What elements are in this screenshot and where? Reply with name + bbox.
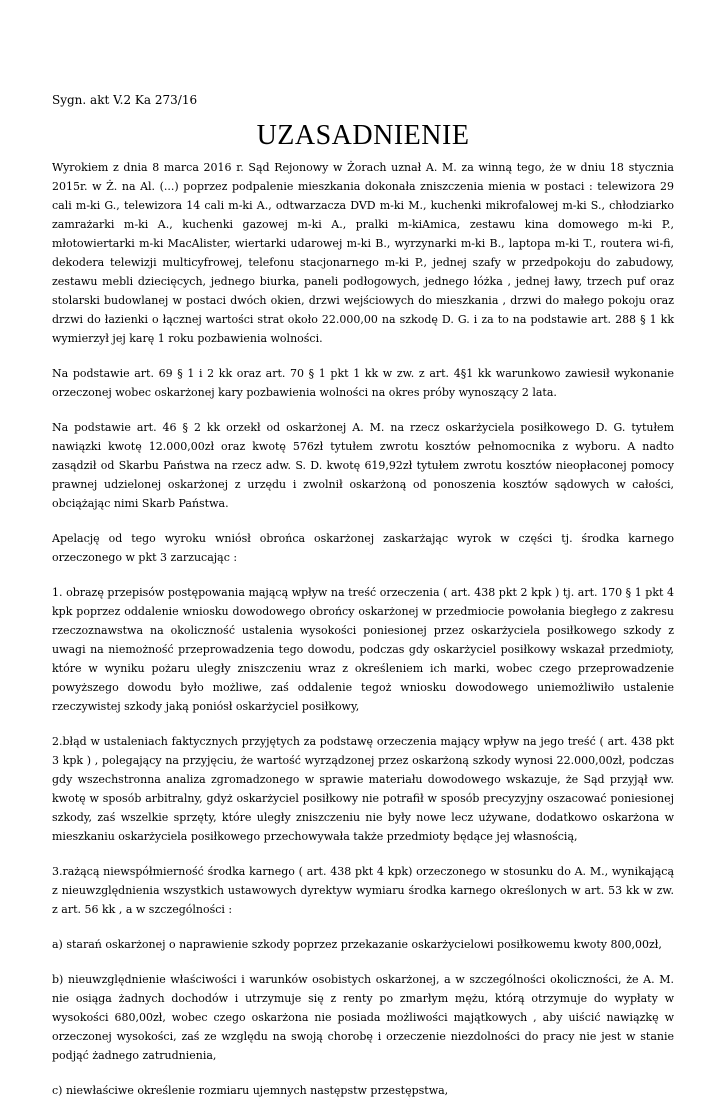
document-page	[52, 92, 674, 1116]
paragraph-suspension: Na podstawie art. 69 § 1 i 2 kk oraz art. 70 § 1 pkt 1 kk w zw. z art. 4§1 kk warunkowo zawiesił wykonanie orzeczonej wobec oskarżonej kary pozbawienia wolności na okres próby wynoszący 2 lata.	[52, 367, 674, 399]
case-number: Sygn. akt V.2 Ka 273/16	[52, 93, 198, 107]
paragraph-compensation: Na podstawie art. 46 § 2 kk orzekł od oskarżonej A. M. na rzecz oskarżyciela posiłkowego D. G. tytułem nawiązki kwotę 12.000,00zł oraz kwotę 576zł tytułem zwrotu kosztów pełnomocnika z wyboru. A nadto zasądził od Skarbu Państwa na rzecz adw. S. D. kwotę 619,92zł tytułem zwrotu kosztów nieopłaconej pomocy prawnej udzielonej oskarżonej z urzędu i zwolnił oskarżoną od ponoszenia kosztów sądowych w całości, obciążając nimi Skarb Państwa.	[52, 421, 674, 510]
paragraph-verdict: Wyrokiem z dnia 8 marca 2016 r. Sąd Rejonowy w Żorach uznał A. M. za winną tego, że w dniu 18 stycznia 2015r. w Ż. na Al. (...) poprzez podpalenie mieszkania dokonała zniszczenia mienia w postaci : telewizora 29 cali m-ki G., telewizora 14 cali m-ki A., odtwarzacza DVD m-ki M., kuchenki mikrofalowej m-ki S., chłodziarko zamrażarki m-ki A., kuchenki gazowej m-ki A., pralki m-kiAmica, zestawu kina domowego m-ki P., młotowiertarki m-ki MacAlister, wiertarki udarowej m-ki B., wyrzynarki m-ki B., laptopa m-ki T., routera wi-fi, dekodera telewizji multicyfrowej, telefonu stacjonarnego m-ki P., jednej szafy w przedpokoju do zabudowy, zestawu mebli dziecięcych, jednego biurka, paneli podłogowych, jednego łóżka , jednej ławy, trzech puf oraz stolarski budowlanej w postaci dwóch okien, drzwi wejściowych do mieszkania , drzwi do małego pokoju oraz drzwi do łazienki o łącznej wartości strat około 22.000,00 na szkodę D. G. i za to na podstawie art. 288 § 1 kk wymierzył jej karę 1 roku pozbawienia wolności.	[52, 161, 674, 345]
paragraph-appeal: Apelację od tego wyroku wniósł obrońca oskarżonej zaskarżając wyrok w części tj. środka karnego orzeczonego w pkt 3 zarzucając :	[52, 532, 674, 564]
paragraph-point-a: a) starań oskarżonej o naprawienie szkody poprzez przekazanie oskarżycielowi posiłkowemu kwoty 800,00zł,	[52, 938, 662, 951]
paragraph-charge-3: 3.rażącą niewspółmierność środka karnego ( art. 438 pkt 4 kpk) orzeczonego w stosunku do A. M., wynikającą z nieuwzględnienia wszystkich ustawowych dyrektyw wymiaru środka karnego określonych w art. 53 kk w zw. z art. 56 kk , a w szczególności :	[52, 865, 674, 916]
paragraph-charge-1: 1. obrazę przepisów postępowania mającą wpływ na treść orzeczenia ( art. 438 pkt 2 kpk ) tj. art. 170 § 1 pkt 4 kpk poprzez oddalenie wniosku dowodowego obrońcy oskarżonej w przedmiocie powołania biegłego z zakresu rzeczoznawstwa na okoliczność ustalenia wysokości poniesionej przez oskarżyciela posiłkowego szkody z uwagi na niemożność przeprowadzenia tego dowodu, podczas gdy oskarżyciel posiłkowy wskazał przedmioty, które w wyniku pożaru uległy zniszczeniu wraz z określeniem ich marki, wobec czego przeprowadzenie powyższego dowodu było możliwe, zaś oddalenie tegoż wniosku dowodowego uniemożliwiło ustalenie rzeczywistej szkody jaką poniósł oskarżyciel posiłkowy,	[52, 586, 674, 713]
paragraph-charge-2: 2.błąd w ustaleniach faktycznych przyjętych za podstawę orzeczenia mający wpływ na jego treść ( art. 438 pkt 3 kpk ) , polegający na przyjęciu, że wartość wyrządzonej przez oskarżoną szkody wynosi 22.000,00zł, podczas gdy wszechstronna analiza zgromadzonego w sprawie materiału dowodowego wskazuje, że Sąd przyjął ww. kwotę w sposób arbitralny, gdyż oskarżyciel posiłkowy nie potrafił w sposób precyzyjny oszacować poniesionej szkody, zaś wszelkie sprzęty, które uległy zniszczeniu nie były nowe lecz używane, dodatkowo oskarżona w mieszkaniu oskarżyciela posiłkowego przechowywała także przedmioty będące jej własnością,	[52, 735, 674, 843]
document-title: UZASADNIENIE	[256, 120, 470, 151]
paragraph-point-c: c) niewłaściwe określenie rozmiaru ujemnych następstw przestępstwa,	[52, 1084, 449, 1097]
paragraph-point-b: b) nieuwzględnienie właściwości i warunków osobistych oskarżonej, a w szczególności okoliczności, że A. M. nie osiąga żadnych dochodów i utrzymuje się z renty po zmarłym mężu, którą otrzymuje do wypłaty w wysokości 680,00zł, wobec czego oskarżona nie posiada możliwości majątkowych , aby uiścić nawiązkę w orzeczonej wysokości, zaś ze względu na swoją chorobę i orzeczenie niezdolności do pracy nie jest w stanie podjąć żadnego zatrudnienia,	[52, 973, 674, 1062]
